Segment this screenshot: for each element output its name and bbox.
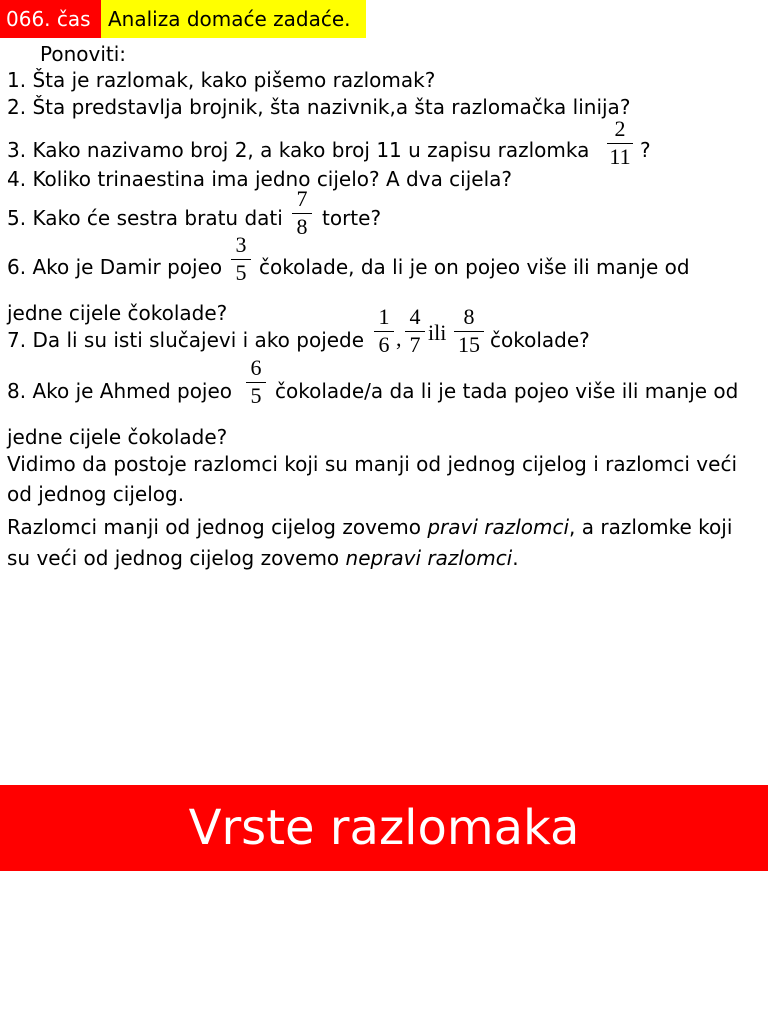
question-8: 8. Ako je Ahmed pojeo: [7, 379, 233, 403]
lesson-number-label: 066. čas: [0, 0, 101, 38]
question-3: 3. Kako nazivamo broj 2, a kako broj 11 u zapisu razlomka: [7, 138, 590, 162]
conclusion-text: .: [512, 546, 519, 570]
question-6-line2: jedne cijele čokolade?: [7, 301, 228, 325]
conclusion-p2-line2: [7, 546, 519, 570]
fraction-numerator: 3: [235, 232, 247, 257]
conclusion-text: Razlomci manji od jednog cijelog zovemo: [7, 515, 428, 539]
fraction-separator: ,: [396, 326, 402, 351]
question-6: 6. Ako je Damir pojeo: [7, 255, 223, 279]
question-8-line2: jedne cijele čokolade?: [7, 425, 228, 449]
term-proper-fractions: pravi razlomci: [427, 515, 570, 539]
fraction-numerator: 6: [250, 355, 262, 380]
question-7: 7. Da li su isti slučajevi i ako pojede: [7, 328, 365, 352]
fraction-ili-word: ili: [428, 320, 447, 345]
section-banner: [0, 785, 768, 871]
fraction-denominator: 15: [458, 332, 480, 357]
fraction-numerator: 4: [409, 304, 421, 329]
question-5: 5. Kako će sestra bratu dati: [7, 206, 283, 230]
fraction-numerator: 7: [296, 186, 308, 211]
section-banner-title: Vrste razlomaka: [188, 800, 580, 856]
fraction-4-over-7: [405, 306, 425, 356]
fraction-denominator: 11: [609, 144, 631, 169]
question-6-end: čokolade, da li je on pojeo više ili manje od: [259, 255, 690, 279]
review-heading: Ponoviti:: [40, 42, 127, 66]
fraction-denominator: 5: [250, 383, 262, 408]
fraction-denominator: 6: [378, 332, 390, 357]
fraction-3-over-5: [231, 234, 251, 284]
question-2: 2. Šta predstavlja brojnik, šta nazivnik,a šta razlomačka linija?: [7, 95, 631, 119]
conclusion-text: su veći od jednog cijelog zovemo: [7, 546, 346, 570]
fraction-6-over-5: [246, 357, 266, 407]
question-1: 1. Šta je razlomak, kako pišemo razlomak?: [7, 68, 436, 92]
fraction-2-over-11: [607, 118, 633, 168]
question-5-end: torte?: [322, 206, 382, 230]
fraction-1-over-6: [374, 306, 394, 356]
fraction-numerator: 2: [614, 116, 626, 141]
question-7-end: čokolade?: [490, 328, 590, 352]
fraction-8-over-15: [454, 306, 484, 356]
fraction-denominator: 8: [296, 214, 308, 239]
fraction-denominator: 5: [235, 260, 247, 285]
question-8-end: čokolade/a da li je tada pojeo više ili manje od: [275, 379, 739, 403]
fraction-denominator: 7: [409, 332, 421, 357]
fraction-numerator: 8: [463, 304, 475, 329]
term-improper-fractions: nepravi razlomci: [345, 546, 513, 570]
conclusion-p2-line1: [7, 515, 732, 539]
conclusion-text: , a razlomke koji: [569, 515, 733, 539]
conclusion-p1-line2: od jednog cijelog.: [7, 482, 185, 506]
lesson-title-label: Analiza domaće zadaće.: [101, 0, 366, 38]
conclusion-p1-line1: Vidimo da postoje razlomci koji su manji od jednog cijelog i razlomci veći: [7, 452, 737, 476]
question-4: 4. Koliko trinaestina ima jedno cijelo? A dva cijela?: [7, 167, 513, 191]
fraction-numerator: 1: [378, 304, 390, 329]
fraction-7-over-8: [292, 188, 312, 238]
question-3-end: ?: [640, 138, 651, 162]
